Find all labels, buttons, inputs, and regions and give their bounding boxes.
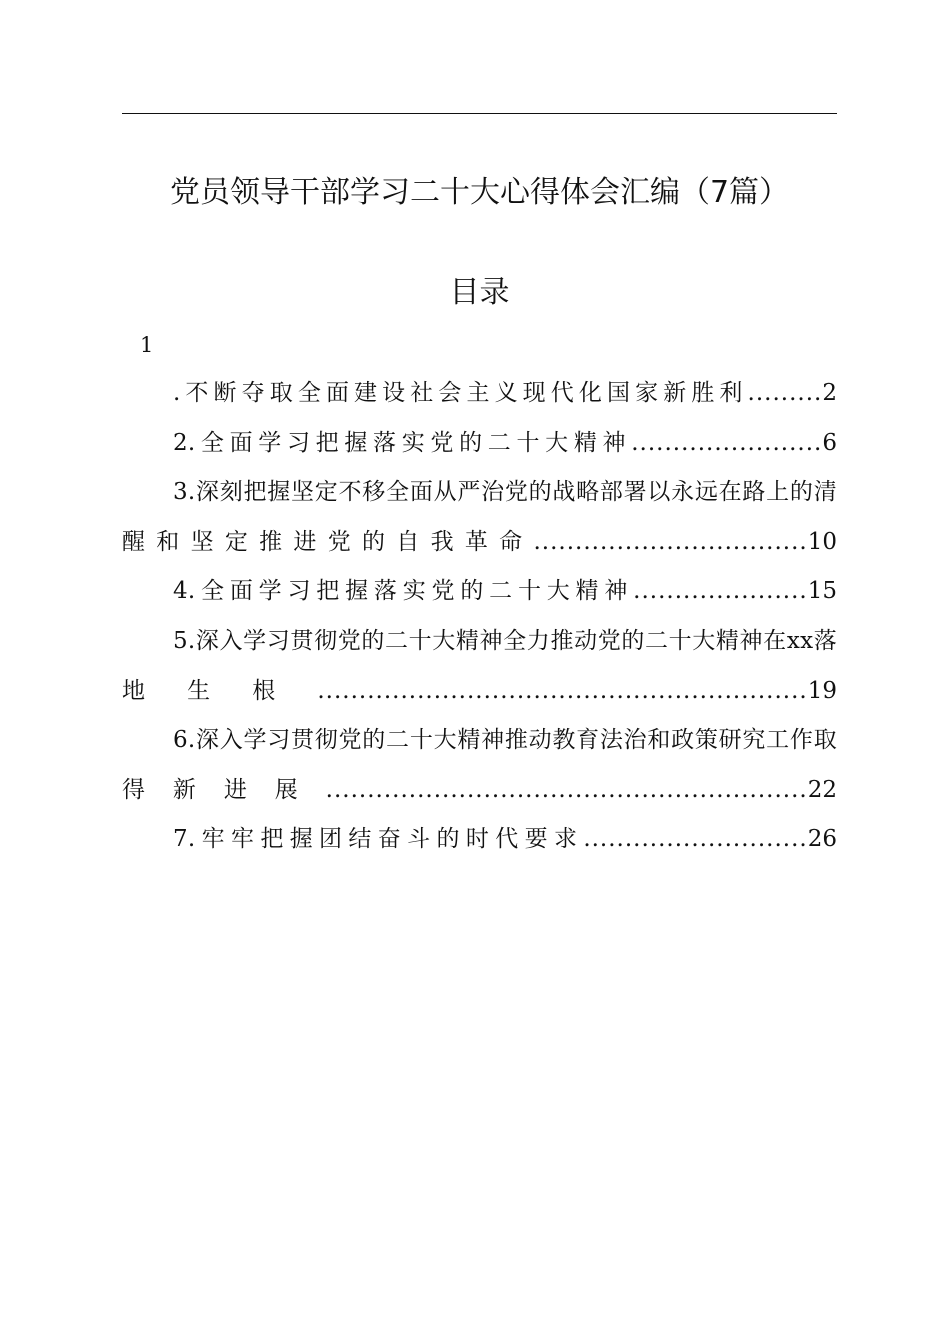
- toc-entry-7[interactable]: [122, 815, 837, 865]
- toc-entry-3[interactable]: [122, 468, 837, 567]
- toc-entry-leader: ...........................: [583, 826, 808, 853]
- toc-entry-leader: ..........................................................: [325, 776, 808, 803]
- toc-entry-page: 19: [807, 677, 837, 704]
- toc-entry-leader: .................................: [533, 528, 808, 555]
- toc-entry-label: 6.深入学习贯彻党的二十大精神推动教育法治和政策研究工作取得新进展: [122, 727, 837, 803]
- table-of-contents: [122, 369, 837, 865]
- toc-entry-label: 7.牢牢把握团结奋斗的时代要求: [173, 826, 584, 853]
- toc-entry-leader: ...........................................................: [317, 677, 808, 704]
- toc-entry-5[interactable]: [122, 617, 837, 716]
- toc-entry-6[interactable]: [122, 716, 837, 815]
- toc-entry-label: 2.全面学习把握落实党的二十大精神: [173, 429, 632, 456]
- toc-entry-leader: .....................: [633, 578, 808, 605]
- toc-entry-page: 26: [807, 826, 837, 853]
- toc-entry-page: 2: [822, 380, 837, 406]
- toc-entry-page: 22: [807, 776, 837, 803]
- toc-entry-page: 15: [807, 578, 837, 605]
- toc-entry-leader: .......................: [631, 429, 823, 456]
- toc-entry-leader: .........: [747, 380, 823, 406]
- toc-entry-label: 5.深入学习贯彻党的二十大精神全力推动党的二十大精神在xx落地生根: [122, 627, 837, 704]
- toc-entry-1[interactable]: [122, 369, 837, 419]
- toc-entry-4[interactable]: [122, 567, 837, 617]
- toc-heading: 目录: [449, 275, 510, 310]
- toc-entry-label: 4.全面学习把握落实党的二十大精神: [173, 578, 634, 605]
- toc-entry-label: 3.深刻把握坚定不移全面从严治党的战略部署以永远在路上的清醒和坚定推进党的自我革命: [122, 479, 837, 555]
- header-rule: [122, 113, 837, 114]
- list-number: 1: [140, 333, 154, 357]
- toc-entry-2[interactable]: [122, 419, 837, 469]
- toc-entry-label: .不断夺取全面建设社会主义现代化国家新胜利: [173, 380, 748, 406]
- document-title: 党员领导干部学习二十大心得体会汇编（7篇）: [169, 175, 790, 210]
- toc-entry-page: 10: [807, 528, 837, 555]
- toc-entry-page: 6: [822, 429, 837, 456]
